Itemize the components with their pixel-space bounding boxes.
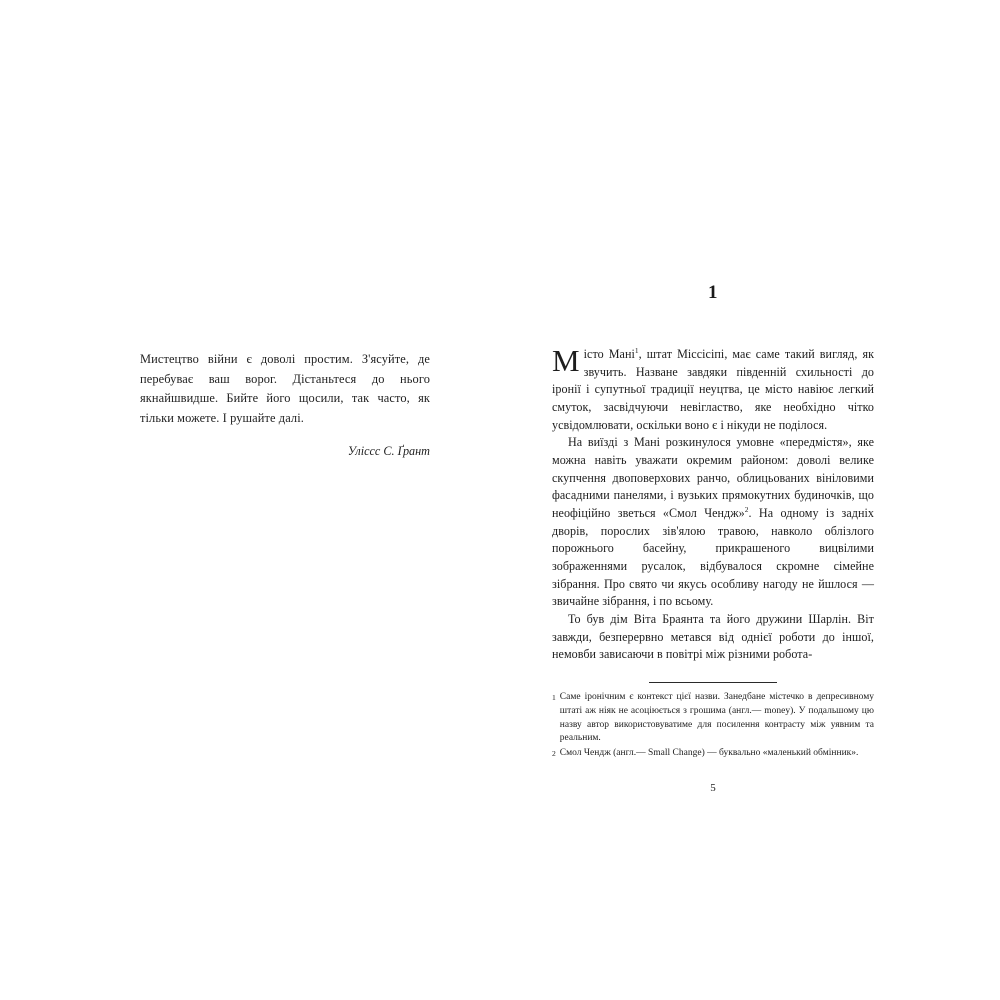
- footnote-marker: 1: [552, 692, 556, 702]
- left-page: [140, 350, 430, 459]
- footnote-marker: 2: [552, 749, 556, 759]
- page-number: 5: [710, 782, 716, 794]
- footnote-divider: [649, 682, 777, 683]
- paragraph: [552, 611, 874, 664]
- chapter-number: 1: [708, 282, 718, 303]
- drop-cap: М: [552, 343, 580, 378]
- footnote-text: Смол Чендж (англ.— Small Change) — буквально «маленький обмінник».: [559, 748, 859, 759]
- paragraph: [552, 434, 874, 611]
- paragraph-text: На виїзді з Мані розкинулося умовне «передмістя», яке можна навіть уважати окремим районом: доволі велике скупчення двоповерхових ранчо, облицьованих вініловими фасадними панелями, і вузьких прямокутних будиночків, що неофіційно зветься «Смол Чендж»$^2$. На одному із задніх дворів, порослих зів'ялою травою, навколо облізлого порожнього басейну, прикрашеного вицвілими зображеннями русалок, відбувалося скромне сімейне зібрання. Про свято чи якусь особливу нагоду не йшлося — звичайне зібрання, і по всьому.: [552, 435, 874, 609]
- paragraph-text: То був дім Віта Браянта та його дружини Шарлін. Віт завжди, безперервно метався від однієї роботи до іншої, немовби зависаючи в повітрі між різними робота-: [552, 611, 874, 662]
- footnote-item: [552, 691, 874, 746]
- footnotes: [552, 691, 874, 761]
- right-page: [552, 282, 874, 762]
- footnote-item: [552, 747, 874, 761]
- paragraph-first: [552, 343, 875, 434]
- body-text: [552, 343, 875, 664]
- footnote-text: Саме іронічним є контекст цієї назви. Занедбане містечко в депресивному штаті аж ніяк не асоціюється з грошима (англ.— money). У подальшому цю назву автор використовуватиме для посилення контрасту між уявним та реальним.: [559, 691, 874, 744]
- epigraph-text: Мистецтво війни є доволі простим. З'ясуйте, де перебуває ваш ворог. Дістаньтеся до нього якнайшвидше. Бийте його щосили, так часто, як тільки можете. І рушайте далі.: [140, 352, 430, 425]
- paragraph-text: істо Мані$^1$, штат Міссісіпі, має саме такий вигляд, як звучить. Назване завдяки південній схильності до іронії і супутньої традиції неуцтва, це місто навіює легкий смуток, засвідчуючи невігластво, яке необхідно чітко усвідомлювати, оскільки воно є і нікуди не поділося.: [552, 345, 875, 432]
- epigraph-attribution: Уліссс С. Ґрант: [347, 444, 430, 459]
